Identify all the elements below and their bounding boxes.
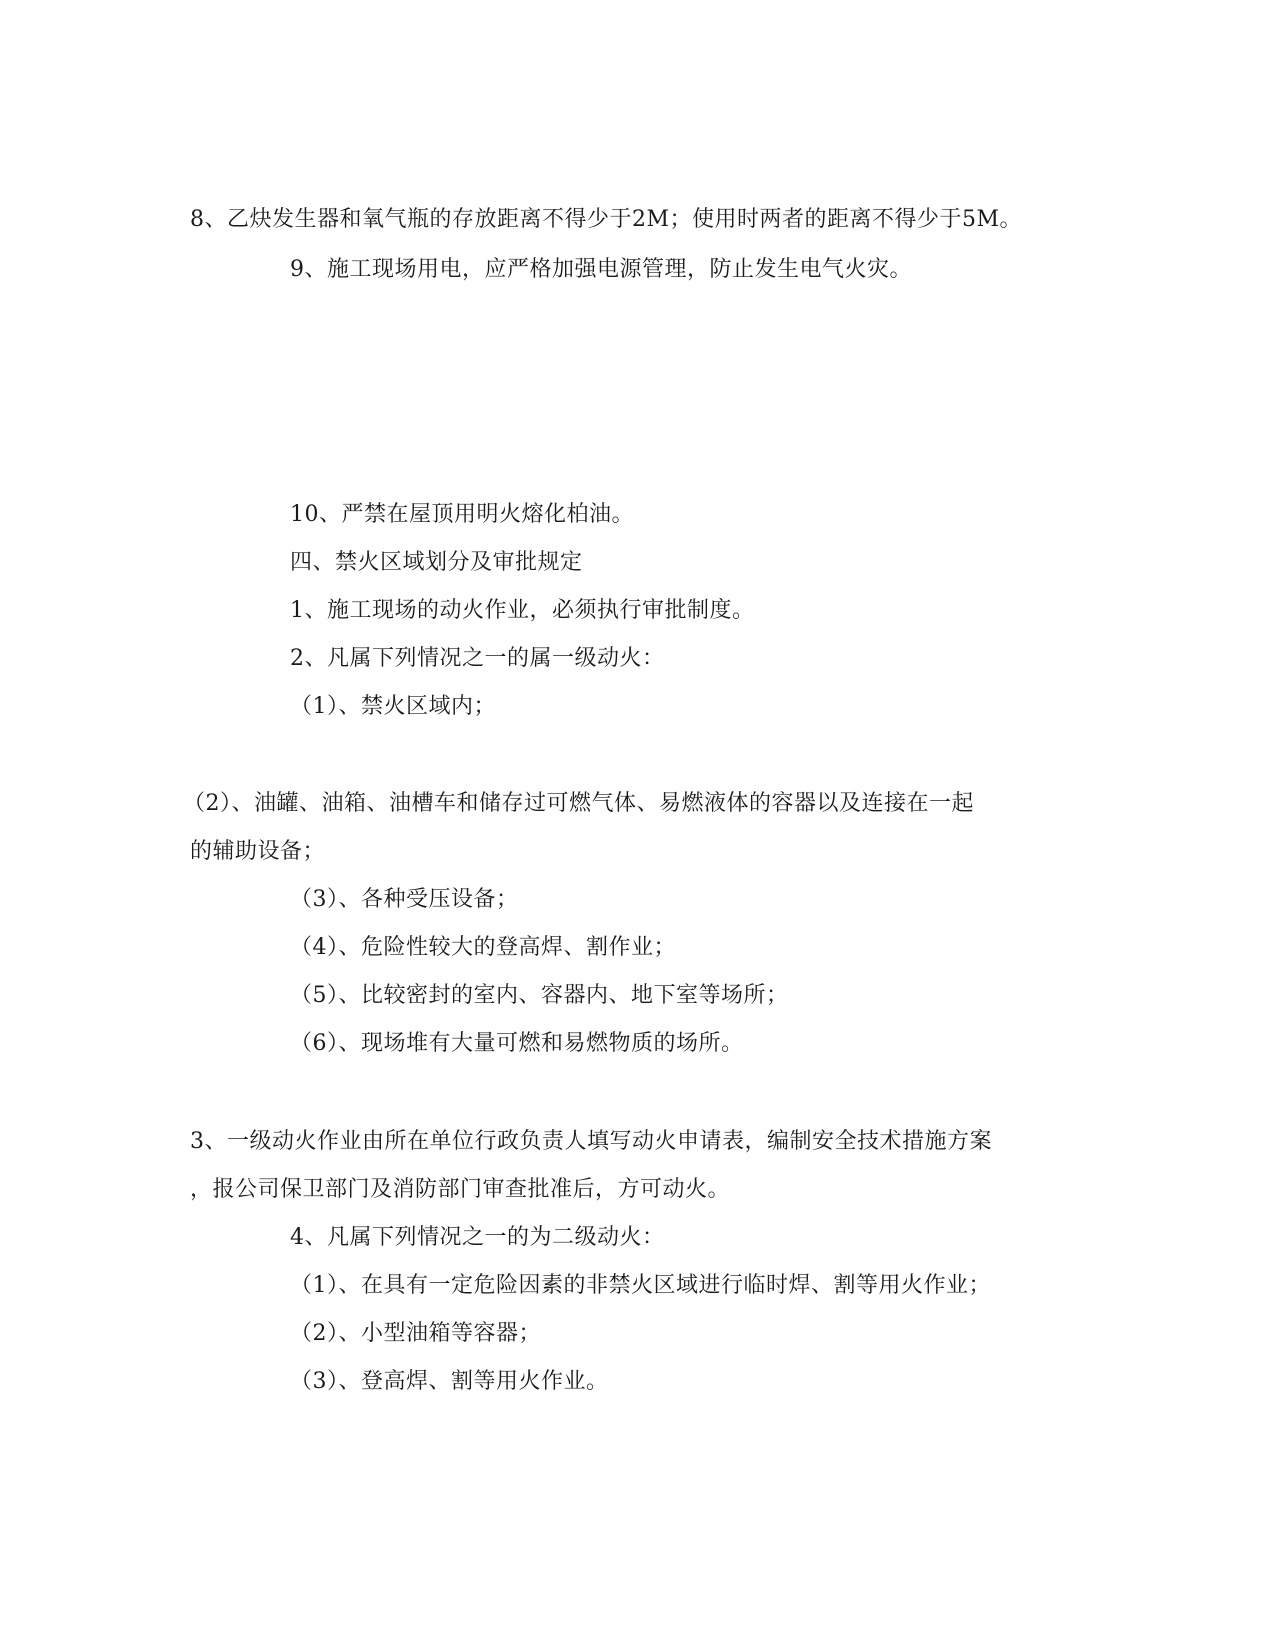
text-line-level2-item-3: （3）、登高焊、割等用火作业。 (290, 1369, 609, 1394)
text-line-rule-3: 3、一级动火作业由所在单位行政负责人填写动火申请表，编制安全技术措施方案 (190, 1129, 992, 1154)
text-line-level1-item-3: （3）、各种受压设备； (290, 887, 519, 912)
text-line-rule-3-cont: ，报公司保卫部门及消防部门审查批准后，方可动火。 (190, 1177, 731, 1202)
text-line-level1-item-5: （5）、比较密封的室内、容器内、地下室等场所； (290, 983, 789, 1008)
text-line-level1-item-2-cont: 的辅助设备； (190, 839, 326, 864)
text-line-rule-1: 1、施工现场的动火作业，必须执行审批制度。 (290, 598, 755, 623)
text-line-rule-4: 4、凡属下列情况之一的为二级动火： (290, 1225, 665, 1250)
text-line-item-10: 10、严禁在屋顶用明火熔化柏油。 (290, 502, 634, 527)
text-line-level2-item-1: （1）、在具有一定危险因素的非禁火区域进行临时焊、割等用火作业； (290, 1273, 991, 1298)
text-line-level1-item-6: （6）、现场堆有大量可燃和易燃物质的场所。 (290, 1031, 744, 1056)
text-line-item-9: 9、施工现场用电，应严格加强电源管理，防止发生电气火灾。 (290, 257, 912, 282)
text-line-rule-2: 2、凡属下列情况之一的属一级动火： (290, 646, 665, 671)
text-line-item-8: 8、乙炔发生器和氧气瓶的存放距离不得少于2M；使用时两者的距离不得少于5M。 (190, 207, 1023, 232)
text-line-level1-item-2: （2）、油罐、油箱、油槽车和储存过可燃气体、易燃液体的容器以及连接在一起 (183, 791, 974, 816)
section-heading-4: 四、禁火区域划分及审批规定 (290, 550, 583, 575)
text-line-level1-item-1: （1）、禁火区域内； (290, 694, 496, 719)
text-line-level2-item-2: （2）、小型油箱等容器； (290, 1321, 541, 1346)
text-line-level1-item-4: （4）、危险性较大的登高焊、割作业； (290, 935, 676, 960)
